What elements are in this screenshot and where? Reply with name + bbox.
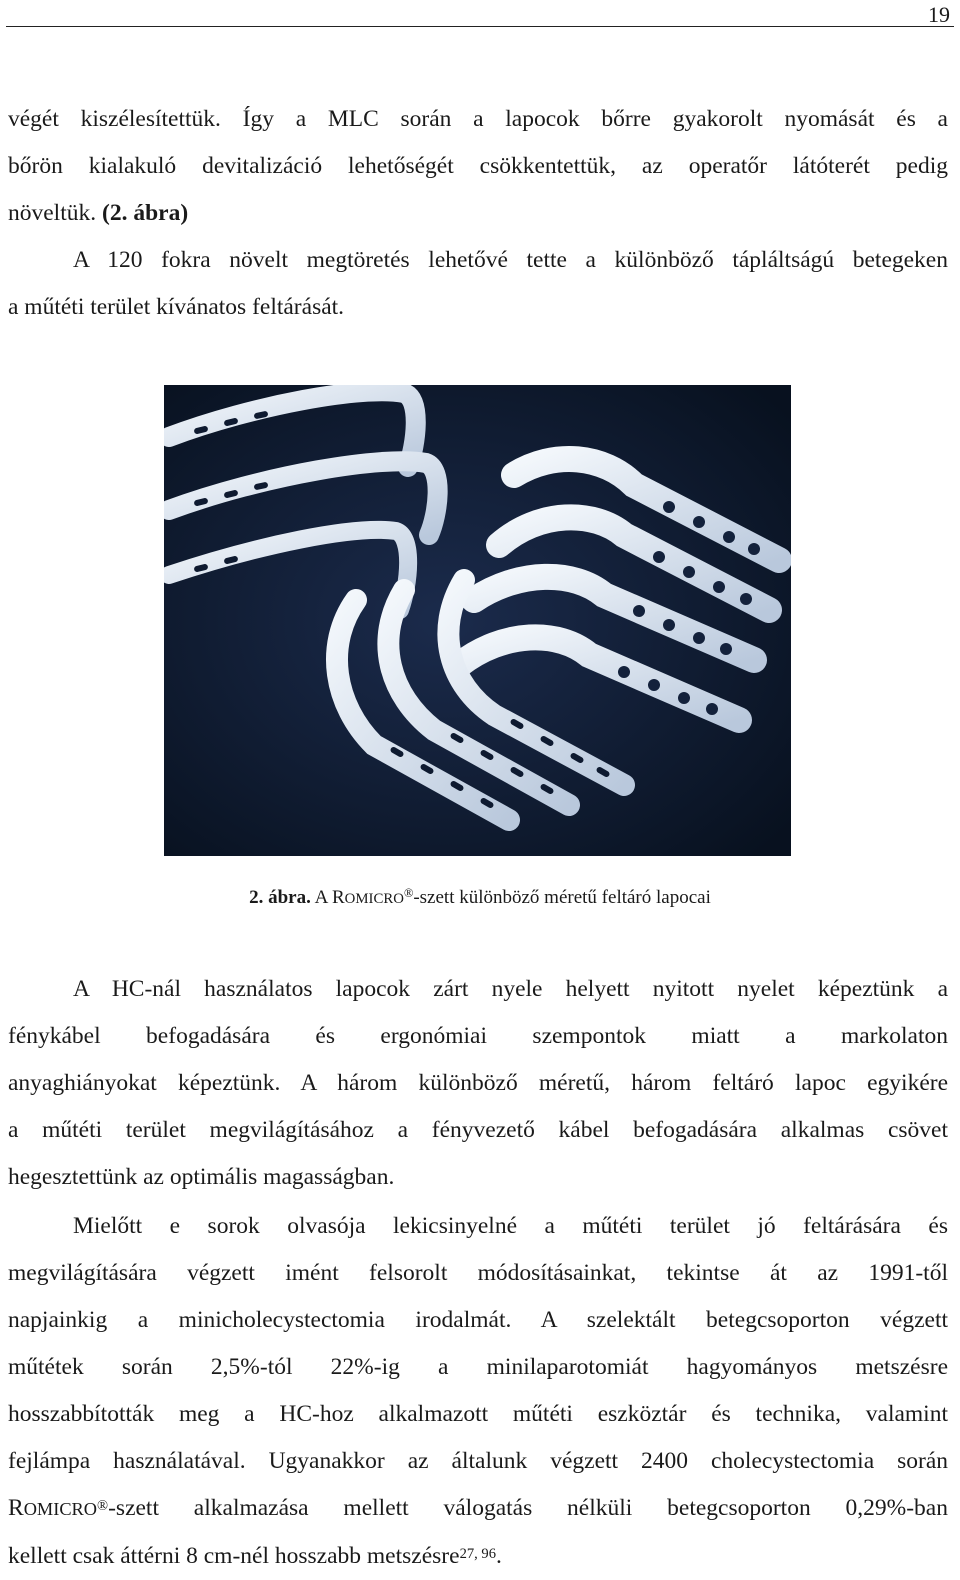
caption-text: A ROMICRO®-szett különböző méretű feltáró lapocai: [314, 886, 711, 908]
text-line: A HC-nál használatos lapocok zárt nyele helyett nyitott nyelet képeztünk a: [73, 976, 948, 1002]
text-line: ROMICRO®-szett alkalmazása mellett válogatás nélküli betegcsoporton 0,29%-ban: [8, 1495, 948, 1521]
text-line: fejlámpa használatával. Ugyanakkor az általunk végzett 2400 cholecystectomia során: [8, 1448, 948, 1474]
text-line: műtétek során 2,5%-tól 22%-ig a minilaparotomiát hagyományos metszésre: [8, 1354, 948, 1380]
registered-mark: ®: [403, 886, 414, 901]
text-fragment: növeltük.: [8, 200, 97, 226]
text-line: végét kiszélesítettük. Így a MLC során a lapocok bőrre gyakorolt nyomását és a: [8, 106, 948, 132]
text-line: Mielőtt e sorok olvasója lekicsinyelné a műtéti terület jó feltárására és: [73, 1213, 948, 1239]
text-line: hegesztettünk az optimális magasságban.: [8, 1164, 395, 1190]
figure-caption: [0, 885, 960, 912]
text-line: megvilágítására végzett imént felsorolt módosításainkat, tekintse át az 1991-től: [8, 1260, 948, 1286]
figure-reference: (2. ábra): [102, 200, 189, 226]
text-line: a műtéti terület megvilágításához a fényvezető kábel befogadására alkalmas csövet: [8, 1117, 948, 1143]
paragraph-handle-modification: [8, 966, 948, 1201]
header-rule: [6, 26, 954, 27]
citation-reference: 27, 96: [459, 1545, 496, 1562]
text-line: napjainkig a minicholecystectomia irodalmát. A szelektált betegcsoporton végzett: [8, 1307, 948, 1333]
paragraph-intro: [8, 96, 948, 237]
text-line: anyaghiányokat képeztünk. A három különböző méretű, három feltáró lapoc egyikére: [8, 1070, 948, 1096]
text-line: A 120 fokra növelt megtöretés lehetővé tette a különböző tápláltságú betegeken: [73, 247, 948, 273]
text-line: a műtéti terület kívánatos feltárását.: [8, 294, 345, 320]
caption-label: 2. ábra.: [249, 887, 311, 908]
paragraph-angle: [8, 237, 948, 331]
retractor-blades-photo-icon: [164, 385, 791, 856]
registered-mark: ®: [97, 1497, 109, 1514]
text-line: hosszabbították meg a HC-hoz alkalmazott műtéti eszköztár és technika, valamint: [8, 1401, 948, 1427]
text-line: bőrön kialakuló devitalizáció lehetőségét csökkentettük, az operatőr látóterét pedig: [8, 153, 948, 179]
figure-photo-retractor-blades: [164, 385, 791, 856]
page-number: 19: [928, 2, 950, 27]
text-line: fénykábel befogadására és ergonómiai szempontok miatt a markolaton: [8, 1023, 948, 1049]
text-line: [8, 190, 948, 237]
paragraph-literature: [8, 1203, 948, 1580]
text-line: kellett csak áttérni 8 cm-nél hosszabb metszésre$^{27, 96}$.: [8, 1543, 502, 1569]
